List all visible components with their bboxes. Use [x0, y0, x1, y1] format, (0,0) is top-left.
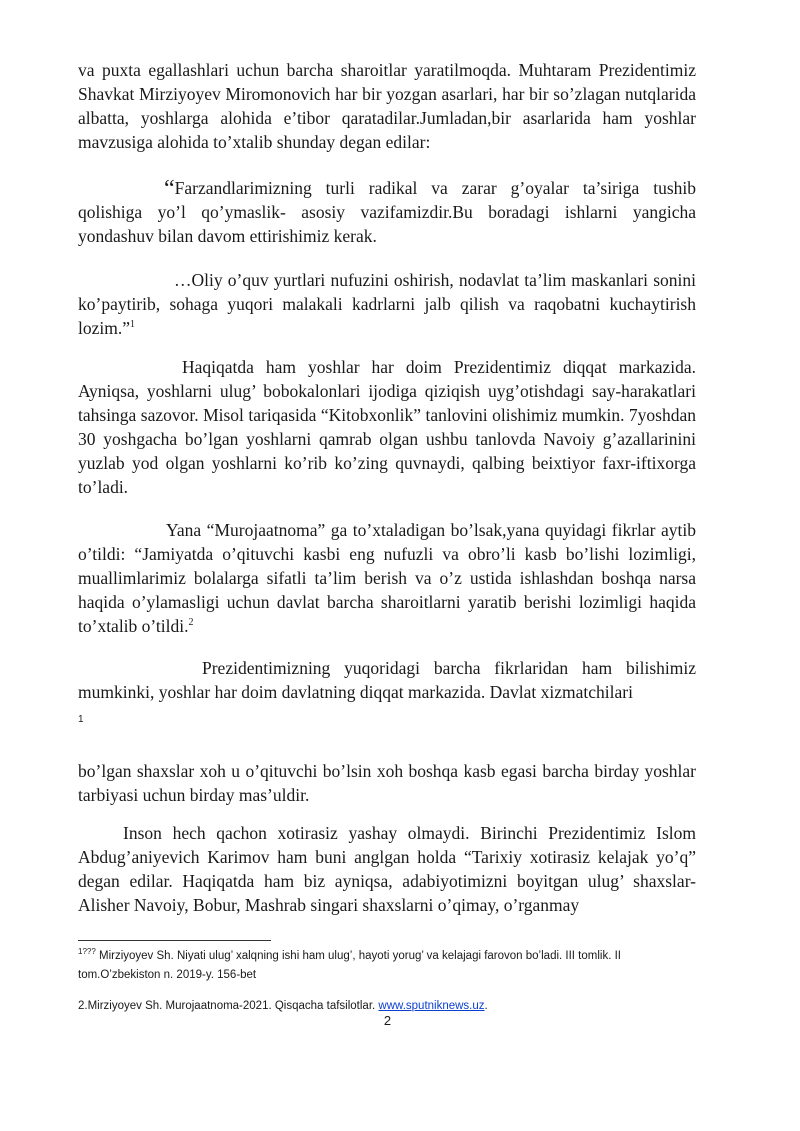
open-quote-mark: “	[164, 176, 175, 202]
paragraph-murojaatnoma	[78, 518, 696, 638]
paragraph-intro: va puxta egallashlari uchun barcha sharoitlar yaratilmoqda. Muhtaram Prezidentimiz Shavkat Mirziyoyev Miromonovich har bir yozgan asarlari, har bir so’zlagan nutqlarida albatta, yoshlarga alohida e’tibor qaratadilar.Jumladan,bir asarlarida ham yoshlar mavzusiga alohida to’xtalib shunday degan edilar:	[78, 60, 696, 152]
paragraph-continuation: bo’lgan shaxslar xoh u o’qituvchi bo’lsin xoh boshqa kasb egasi barcha birday yoshlar tarbiyasi uchun birday mas’uldir.	[78, 761, 696, 805]
murojaatnoma-text: Yana “Murojaatnoma” ga to’xtaladigan bo’lsak,yana quyidagi fikrlar aytib o’tildi: “Jamiyatda o’qituvchi kasbi eng nufuzli va obro’li kasb bo’lishi lozimligi, muallimlarimiz bolalarga sifatli ta’lim berish va o’z ustida ishlashdan boshqa narsa haqida o’ylamasligi uchun davlat barcha sharoitlarni yaratib berishi lozimligi haqida to’xtalib o’tildi.	[78, 520, 696, 636]
quote-paragraph-1	[78, 176, 696, 248]
footnote-2-text: 2.Mirziyoyev Sh. Murojaatnoma-2021. Qisqacha tafsilotlar.	[78, 1000, 379, 1012]
footnote-2-end: .	[484, 1000, 488, 1012]
quote-2-text: …Oliy o’quv yurtlari nufuzini oshirish, nodavlat ta’lim maskanlari sonini ko’paytirib, sohaga yuqori malakali kadrlarni jalb qilish va raqobatni kuchaytirish lozim.”	[78, 270, 696, 338]
footnote-1-text: Mirziyoyev Sh. Niyati ulug’ xalqning ishi ham ulug’, hayoti yorug’ va kelajagi farovon bo’ladi. III tomlik. II tom.O’zbekiston n. 2019-y. 156-bet	[78, 950, 621, 981]
footnote-1	[78, 947, 698, 985]
paragraph-haqiqatda: Haqiqatda ham yoshlar har doim Prezidentimiz diqqat markazida. Ayniqsa, yoshlarni ulug’ bobokalonlari ijodiga qiziqish uyg’otishdagi say-harakatlari tahsinga sazovor. Misol tariqasida “Kitobxonlik” tanlovini olishimiz mumkin. 7yoshdan 30 yoshgacha bo’lgan yoshlarni qamrab olgan ushbu tanlovda Navoiy g’azallarinini yuzlab yod olgan yoshlarni ko’rib ko’zing quvnaydi, qalbing beixtiyor faxr-iftixorga to’ladi.	[78, 357, 696, 497]
footnote-separator	[78, 940, 271, 941]
page-number: 2	[383, 1013, 392, 1028]
paragraph-inson: Inson hech qachon xotirasiz yashay olmaydi. Birinchi Prezidentimiz Islom Abdug’aniyevich Karimov ham buni anglgan holda “Tarixiy xotirasiz kelajak yo’q” degan edilar. Haqiqatda ham biz ayniqsa, adabiyotimizni boyitgan ulug’ shaxslar- Alisher Navoiy, Bobur, Mashrab singari shaxslarni o’qimay, o’rganmay	[78, 823, 696, 915]
quote-paragraph-2	[78, 268, 696, 340]
footnote-ref-2: 2	[188, 617, 194, 629]
footnote-ref-1: 1	[130, 319, 135, 331]
quote-1-text: Farzandlarimizning turli radikal va zarar g’oyalar ta’siriga tushib qolishiga yo’l qo’ymaslik- asosiy vazifamizdir.Bu boradagi ishlarni yangicha yondashuv bilan davom ettirishimiz kerak.	[78, 178, 696, 246]
footnote-2-link[interactable]: www.sputniknews.uz	[378, 1000, 485, 1012]
stray-footnote-mark: 1	[78, 714, 84, 725]
footnote-1-mark: 1???	[78, 947, 96, 957]
paragraph-prezidentimizning: Prezidentimizning yuqoridagi barcha fikrlaridan ham bilishimiz mumkinki, yoshlar har doim davlatning diqqat markazida. Davlat xizmatchilari	[78, 658, 696, 702]
